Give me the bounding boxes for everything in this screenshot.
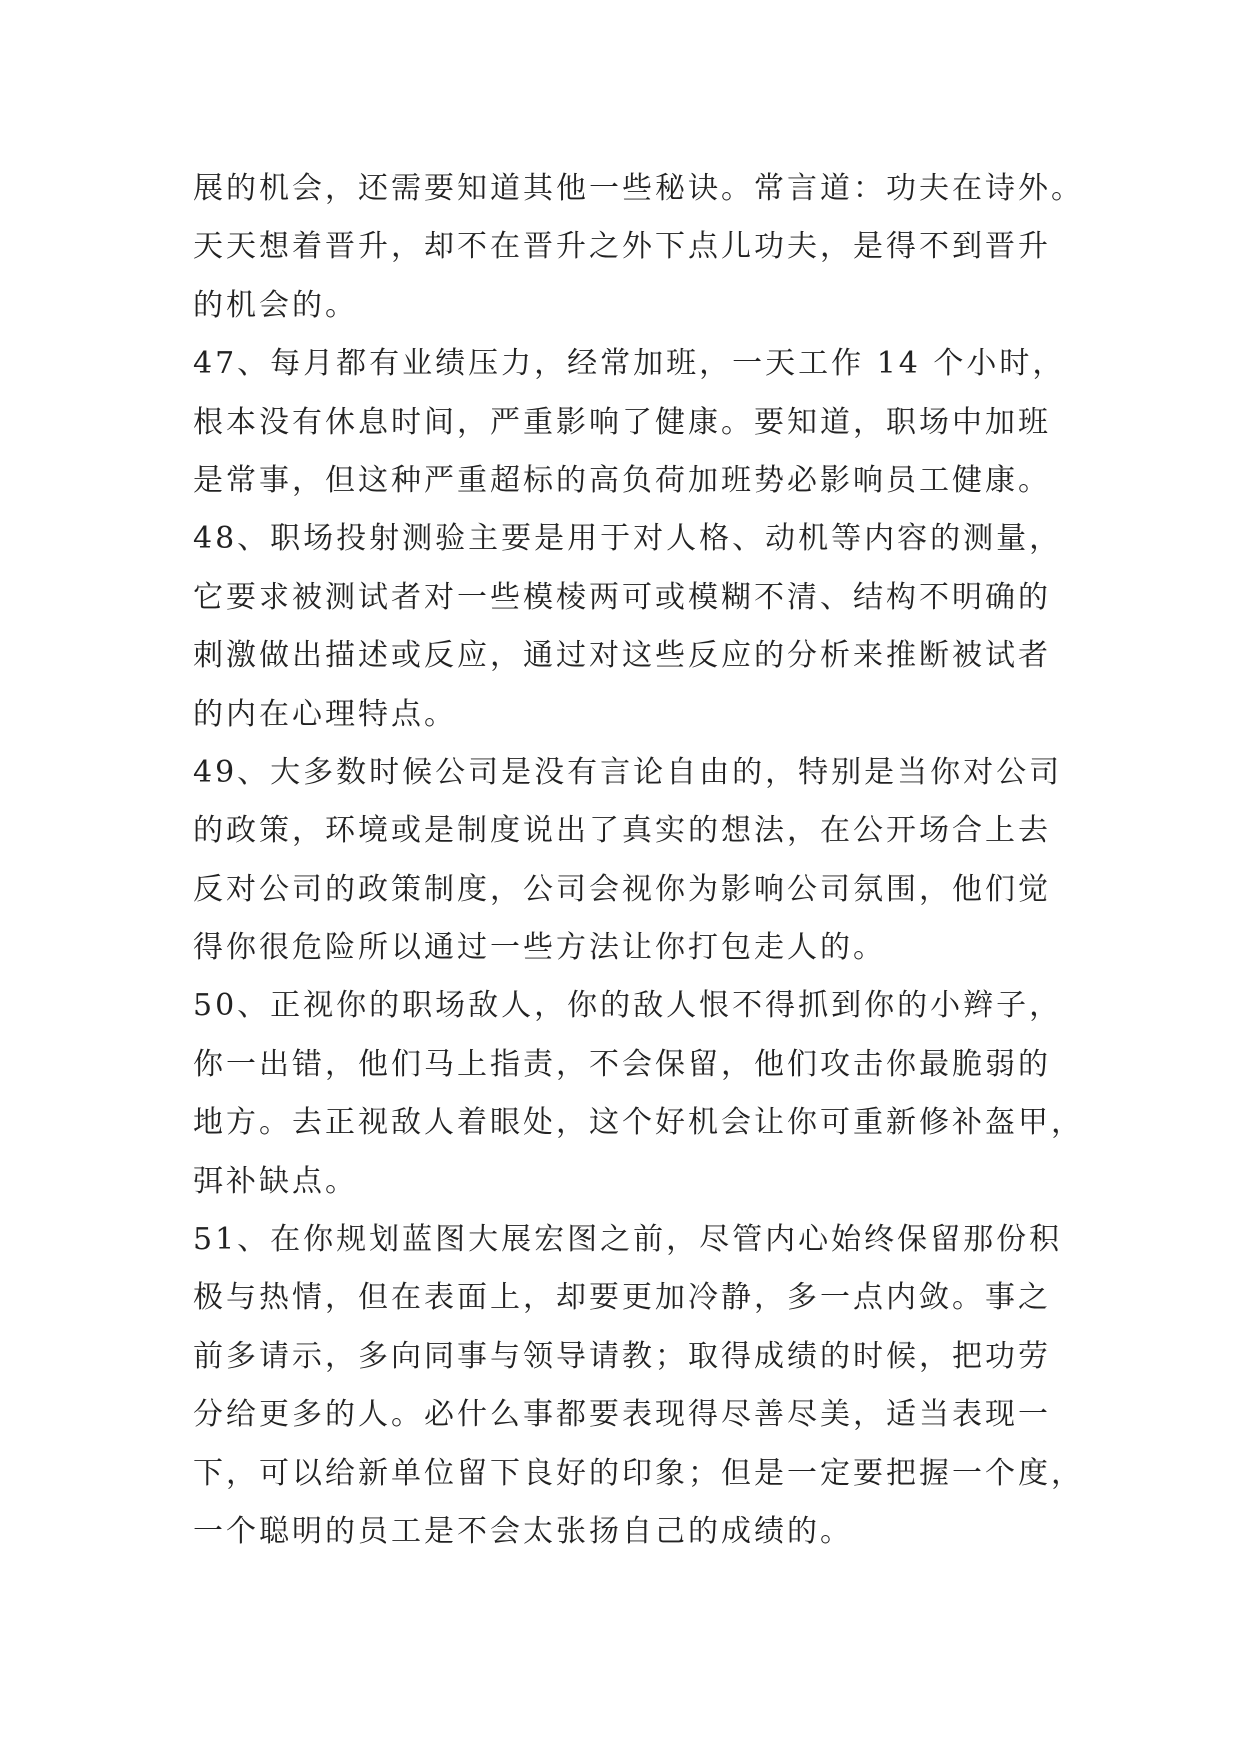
- text-line: 是常事，但这种严重超标的高负荷加班势必影响员工健康。: [193, 462, 1051, 498]
- text-line: 反对公司的政策制度，公司会视你为影响公司氛围，他们觉: [193, 871, 1051, 907]
- text-line: 地方。去正视敌人着眼处，这个好机会让你可重新修补盔甲，: [193, 1105, 1084, 1141]
- text-line: 一个聪明的员工是不会太张扬自己的成绩的。: [193, 1513, 853, 1549]
- text-line: 天天想着晋升，却不在晋升之外下点儿功夫，是得不到晋升: [193, 229, 1051, 265]
- text-line: 48、职场投射测验主要是用于对人格、动机等内容的测量，: [193, 521, 1063, 557]
- text-line: 你一出错，他们马上指责，不会保留，他们攻击你最脆弱的: [193, 1046, 1051, 1082]
- text-line: 50、正视你的职场敌人，你的敌人恨不得抓到你的小辫子，: [193, 988, 1063, 1024]
- text-line: 前多请示，多向同事与领导请教；取得成绩的时候，把功劳: [193, 1338, 1051, 1374]
- body-text: [193, 160, 1084, 1561]
- text-line: 它要求被测试者对一些模棱两可或模糊不清、结构不明确的: [193, 579, 1051, 615]
- text-line: 根本没有休息时间，严重影响了健康。要知道，职场中加班: [193, 404, 1051, 440]
- text-line: 得你很危险所以通过一些方法让你打包走人的。: [193, 930, 886, 966]
- text-line: 51、在你规划蓝图大展宏图之前，尽管内心始终保留那份积: [193, 1222, 1063, 1258]
- text-line: 极与热情，但在表面上，却要更加冷静，多一点内敛。事之: [193, 1280, 1051, 1316]
- text-line: 的机会的。: [193, 287, 358, 323]
- text-line: 分给更多的人。必什么事都要表现得尽善尽美，适当表现一: [193, 1397, 1051, 1433]
- text-line: 刺激做出描述或反应，通过对这些反应的分析来推断被试者: [193, 638, 1051, 674]
- text-line: 展的机会，还需要知道其他一些秘诀。常言道：功夫在诗外。: [193, 171, 1084, 206]
- text-line: 49、大多数时候公司是没有言论自由的，特别是当你对公司: [193, 754, 1063, 790]
- text-line: 弭补缺点。: [193, 1163, 358, 1199]
- text-line: 的内在心理特点。: [193, 696, 457, 732]
- text-line: 的政策，环境或是制度说出了真实的想法，在公开场合上去: [193, 813, 1051, 849]
- text-line: 下，可以给新单位留下良好的印象；但是一定要把握一个度，: [193, 1455, 1084, 1491]
- text-line: 47、每月都有业绩压力，经常加班，一天工作 14 个小时，: [193, 346, 1066, 382]
